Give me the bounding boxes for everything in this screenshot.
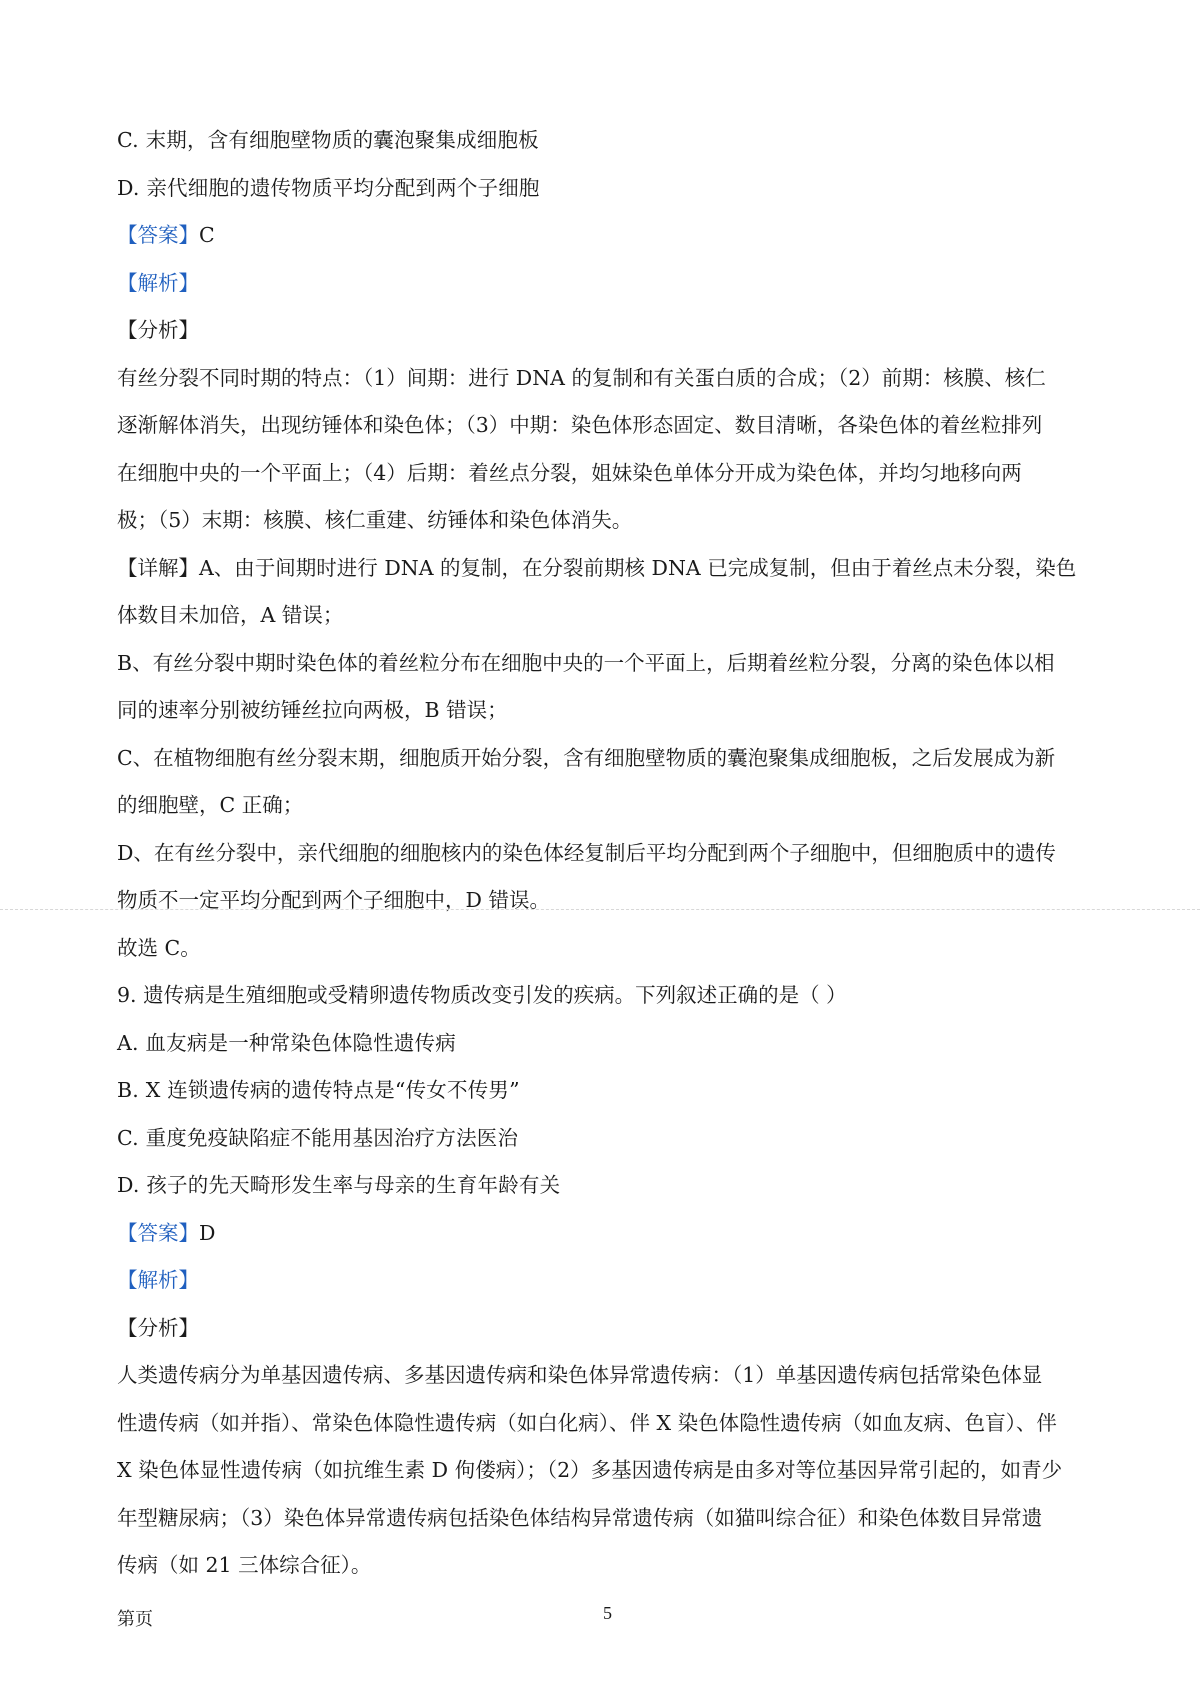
analysis-text: 传病（如 21 三体综合征）。 (117, 1553, 372, 1577)
jiexi-heading: 【解析】 (117, 1268, 199, 1292)
detail-text: 体数目未加倍，A 错误； (117, 603, 344, 627)
question-9-option-a: A. 血友病是一种常染色体隐性遗传病 (117, 1030, 456, 1055)
detail-text: C、在植物细胞有丝分裂末期，细胞质开始分裂，含有细胞壁物质的囊泡聚集成细胞板，之后发展成为新 (117, 745, 1056, 770)
page-divider (0, 909, 1200, 910)
fenxi-heading: 【分析】 (117, 318, 199, 342)
question-9-stem: 9. 遗传病是生殖细胞或受精卵遗传物质改变引发的疾病。下列叙述正确的是（ ） (117, 983, 847, 1007)
detail-text: 【详解】A、由于间期时进行 DNA 的复制，在分裂前期核 DNA 已完成复制，但由于着丝点未分裂，染色 (117, 555, 1077, 580)
detail-text: D、在有丝分裂中，亲代细胞的细胞核内的染色体经复制后平均分配到两个子细胞中，但细胞质中的遗传 (117, 840, 1056, 865)
answer-line-1 (117, 212, 1103, 260)
answer-tag: 【答案】 (117, 1220, 199, 1245)
analysis-text: X 染色体显性遗传病（如抗维生素 D 佝偻病）；（2）多基因遗传病是由多对等位基因异常引起的，如青少 (117, 1458, 1063, 1482)
detail-text: 同的速率分别被纺锤丝拉向两极，B 错误； (117, 698, 508, 722)
option-c-previous-question: C. 末期，含有细胞壁物质的囊泡聚集成细胞板 (117, 128, 539, 152)
answer-value: D (199, 1220, 216, 1245)
question-9-option-c: C. 重度免疫缺陷症不能用基因治疗方法医治 (117, 1125, 519, 1150)
fenxi-heading: 【分析】 (117, 1315, 199, 1340)
analysis-text: 逐渐解体消失，出现纺锤体和染色体；（3）中期：染色体形态固定、数目清晰，各染色体的着丝粒排列 (117, 413, 1043, 437)
footer-page-number: 5 (603, 1603, 612, 1623)
footer-page-label: 第页 (117, 1609, 153, 1630)
detail-text: 物质不一定平均分配到两个子细胞中，D 错误。 (117, 888, 550, 912)
detail-text: B、有丝分裂中期时染色体的着丝粒分布在细胞中央的一个平面上，后期着丝粒分裂，分离的染色体以相 (117, 650, 1055, 675)
detail-text: 的细胞壁，C 正确； (117, 793, 304, 817)
question-9-option-d: D. 孩子的先天畸形发生率与母亲的生育年龄有关 (117, 1173, 561, 1197)
option-d-previous-question: D. 亲代细胞的遗传物质平均分配到两个子细胞 (117, 175, 540, 200)
answer-line-2 (117, 1210, 1103, 1258)
conclusion-text: 故选 C。 (117, 935, 201, 960)
answer-tag: 【答案】 (117, 223, 199, 247)
analysis-text: 年型糖尿病；（3）染色体异常遗传病包括染色体结构异常遗传病（如猫叫综合征）和染色体数目异常遗 (117, 1505, 1043, 1530)
analysis-text: 人类遗传病分为单基因遗传病、多基因遗传病和染色体异常遗传病：（1）单基因遗传病包括常染色体显 (117, 1363, 1043, 1387)
analysis-text: 极；（5）末期：核膜、核仁重建、纺锤体和染色体消失。 (117, 508, 633, 532)
analysis-text: 有丝分裂不同时期的特点：（1）间期：进行 DNA 的复制和有关蛋白质的合成；（2）前期：核膜、核仁 (117, 365, 1046, 390)
question-9-option-b: B. X 连锁遗传病的遗传特点是“传女不传男” (117, 1078, 520, 1102)
answer-value: C (199, 223, 215, 247)
document-body (117, 117, 1103, 1590)
analysis-text: 在细胞中央的一个平面上；（4）后期：着丝点分裂，姐妹染色单体分开成为染色体，并均匀地移向两 (117, 460, 1022, 485)
jiexi-heading: 【解析】 (117, 270, 199, 295)
analysis-text: 性遗传病（如并指）、常染色体隐性遗传病（如白化病）、伴 X 染色体隐性遗传病（如血友病、色盲）、伴 (117, 1410, 1057, 1435)
